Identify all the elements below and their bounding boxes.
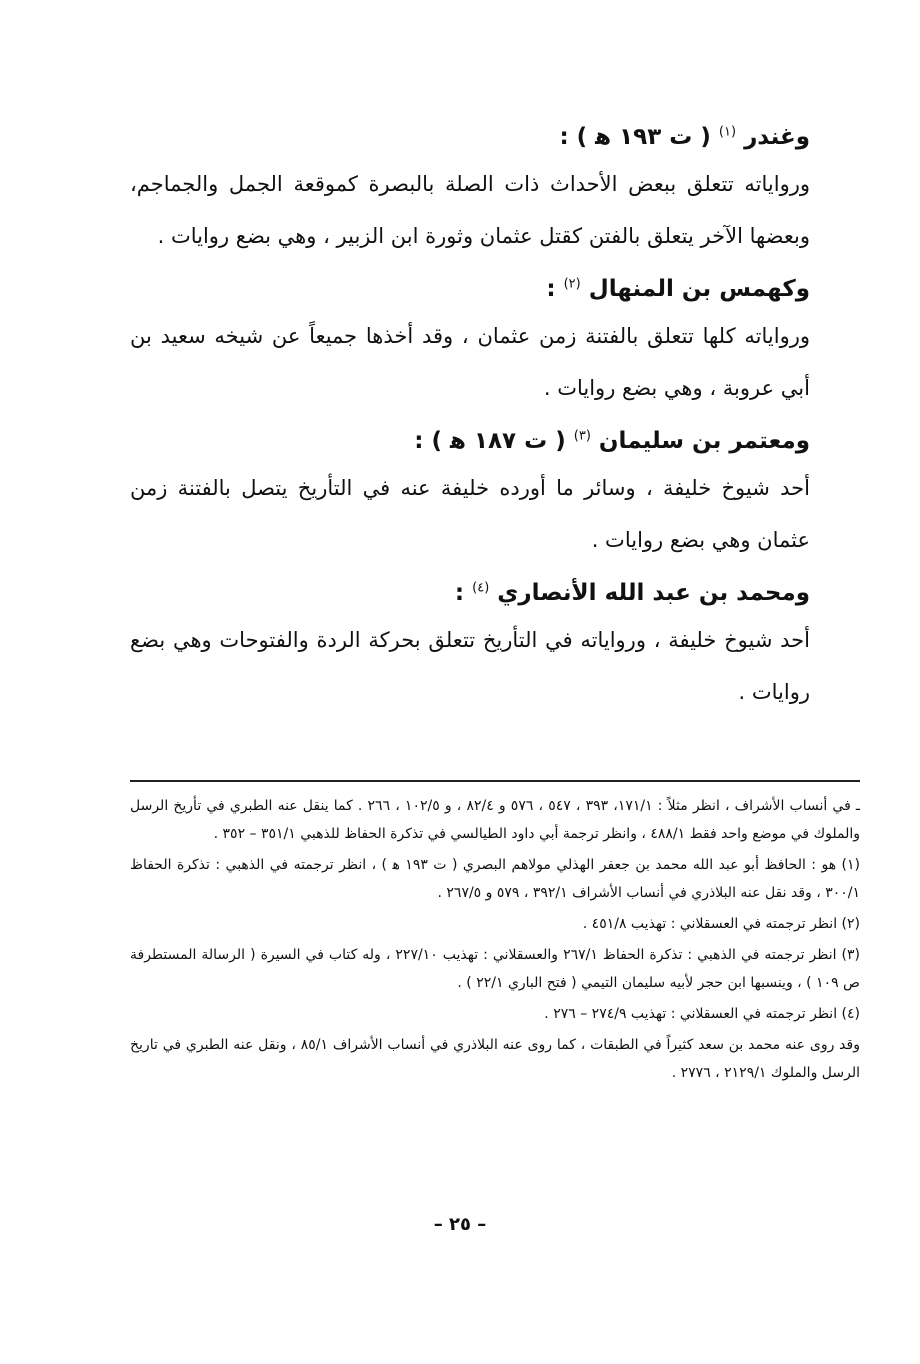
section-body: أحد شيوخ خليفة ، ورواياته في التأريخ تتعلق بحركة الردة والفتوحات وهي بضع روايات . xyxy=(130,628,810,704)
narrator-name: ومحمد بن عبد الله الأنصاري xyxy=(497,580,810,606)
section-heading xyxy=(130,422,810,460)
main-text xyxy=(130,118,810,726)
page-number: – ٢٥ – xyxy=(433,1214,487,1235)
footnote-continuation: ـ في أنساب الأشراف ، انظر مثلاً : ١٧١/١، ٣٩٣ ، ٥٤٧ ، ٥٧٦ و ٨٢/٤ ، و ١٠٢/٥ ، ٢٦٦ . كما ينقل عنه الطبري في تأريخ الرسل والملوك في موضع واحد فقط ٤٨٨/١ ، وانظر ترجمة أبي داود الطيالسي في تذكرة الحفاظ للذهبي ٣٥١/١ – ٣٥٢ . xyxy=(130,798,861,842)
footnote-ref[interactable]: (٢) xyxy=(563,276,581,292)
footnote-2: (٢) انظر ترجمته في العسقلاني : تهذيب ٤٥١/٨ . xyxy=(582,916,860,932)
narrator-name: ومعتمر بن سليمان xyxy=(598,428,810,454)
footnote-1: (١) هو : الحافظ أبو عبد الله محمد بن جعفر الهذلي مولاهم البصري ( ت ١٩٣ ﻫ ) ، انظر ترجمته في الذهبي : تذكرة الحفاظ ٣٠٠/١ ، وقد نقل عنه البلاذري في أنساب الأشراف ٣٩٢/١ ، ٥٧٩ و ٢٦٧/٥ . xyxy=(130,857,860,901)
footnote-ref[interactable]: (١) xyxy=(718,124,737,140)
section-body: ورواياته كلها تتعلق بالفتنة زمن عثمان ، وقد أخذها جميعاً عن شيخه سعيد بن أبي عروبة ، وهي بضع روايات . xyxy=(130,324,810,400)
footnote-4: (٤) انظر ترجمته في العسقلاني : تهذيب ٢٧٤/٩ – ٢٧٦ . xyxy=(544,1006,860,1022)
footnote-3: (٣) انظر ترجمته في الذهبي : تذكرة الحفاظ ٢٦٧/١ والعسقلاني : تهذيب ٢٢٧/١٠ ، وله كتاب في السيرة ( الرسالة المستطرفة ص ١٠٩ ) ، وينسبها ابن حجر لأبيه سليمان التيمي ( فتح الباري ٢٢/١ ) . xyxy=(130,947,860,991)
footnotes xyxy=(130,792,860,1090)
section-ghundar xyxy=(130,118,810,262)
narrator-name: وغندر xyxy=(744,124,810,150)
footnote-ref[interactable]: (٤) xyxy=(472,580,490,596)
footnote-ref[interactable]: (٣) xyxy=(573,428,591,444)
section-mutamir xyxy=(130,422,810,566)
heading-suffix: ( ت ١٨٧ ﻫ ) : xyxy=(414,428,566,454)
narrator-name: وكهمس بن المنهال xyxy=(588,276,810,302)
section-body: ورواياته تتعلق ببعض الأحداث ذات الصلة بالبصرة كموقعة الجمل والجماجم، وبعضها الآخر يتعلق بالفتن كقتل عثمان وثورة ابن الزبير ، وهي بضع روايات . xyxy=(130,172,810,248)
section-body: أحد شيوخ خليفة ، وسائر ما أورده خليفة عنه في التأريخ يتصل بالفتنة زمن عثمان وهي بضع روايات . xyxy=(130,476,810,552)
section-heading xyxy=(130,118,810,156)
section-heading xyxy=(130,270,810,308)
section-heading xyxy=(130,574,810,612)
section-kahmas xyxy=(130,270,810,414)
heading-suffix: ( ت ١٩٣ ﻫ ) : xyxy=(559,124,711,150)
section-ansari xyxy=(130,574,810,718)
footnote-divider xyxy=(130,780,860,782)
heading-suffix: : xyxy=(454,580,465,606)
heading-suffix: : xyxy=(546,276,556,302)
footnote-4-continued: وقد روى عنه محمد بن سعد كثيراً في الطبقات ، كما روى عنه البلاذري في أنساب الأشراف ٨٥/١ ، ونقل عنه الطبري في تاريخ الرسل والملوك ٢١٢٩/١ ، ٢٧٧٦ . xyxy=(130,1037,860,1081)
